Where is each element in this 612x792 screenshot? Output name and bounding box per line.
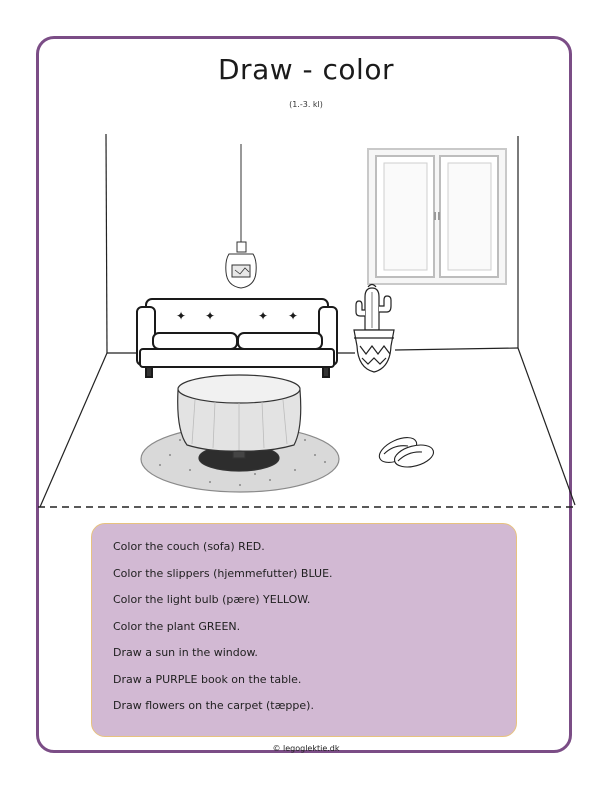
instruction-item: Draw a PURPLE book on the table. xyxy=(113,672,302,686)
slippers xyxy=(376,432,436,470)
svg-text:✦: ✦ xyxy=(176,309,187,323)
sofa xyxy=(137,299,337,377)
cactus-plant xyxy=(354,285,394,373)
instruction-item: Color the plant GREEN. xyxy=(113,619,241,633)
pendant-lamp xyxy=(226,144,256,288)
instruction-item: Color the slippers (hjemmefutter) BLUE. xyxy=(113,566,333,580)
instruction-item: Color the light bulb (pære) YELLOW. xyxy=(113,593,311,606)
window xyxy=(368,149,506,284)
instruction-item: Draw flowers on the carpet (tæppe). xyxy=(113,699,314,712)
instructions-box xyxy=(91,523,517,737)
svg-text:✦: ✦ xyxy=(288,309,299,323)
page-title: Draw - color xyxy=(218,53,394,86)
instruction-item: Color the couch (sofa) RED. xyxy=(113,540,265,553)
svg-text:✦: ✦ xyxy=(205,309,216,323)
svg-text:✦: ✦ xyxy=(258,309,269,323)
instruction-item: Draw a sun in the window. xyxy=(113,646,258,659)
grade-subtitle: (1.-3. kl) xyxy=(289,100,323,109)
copyright-footer: © legoglektie.dk xyxy=(272,744,340,753)
